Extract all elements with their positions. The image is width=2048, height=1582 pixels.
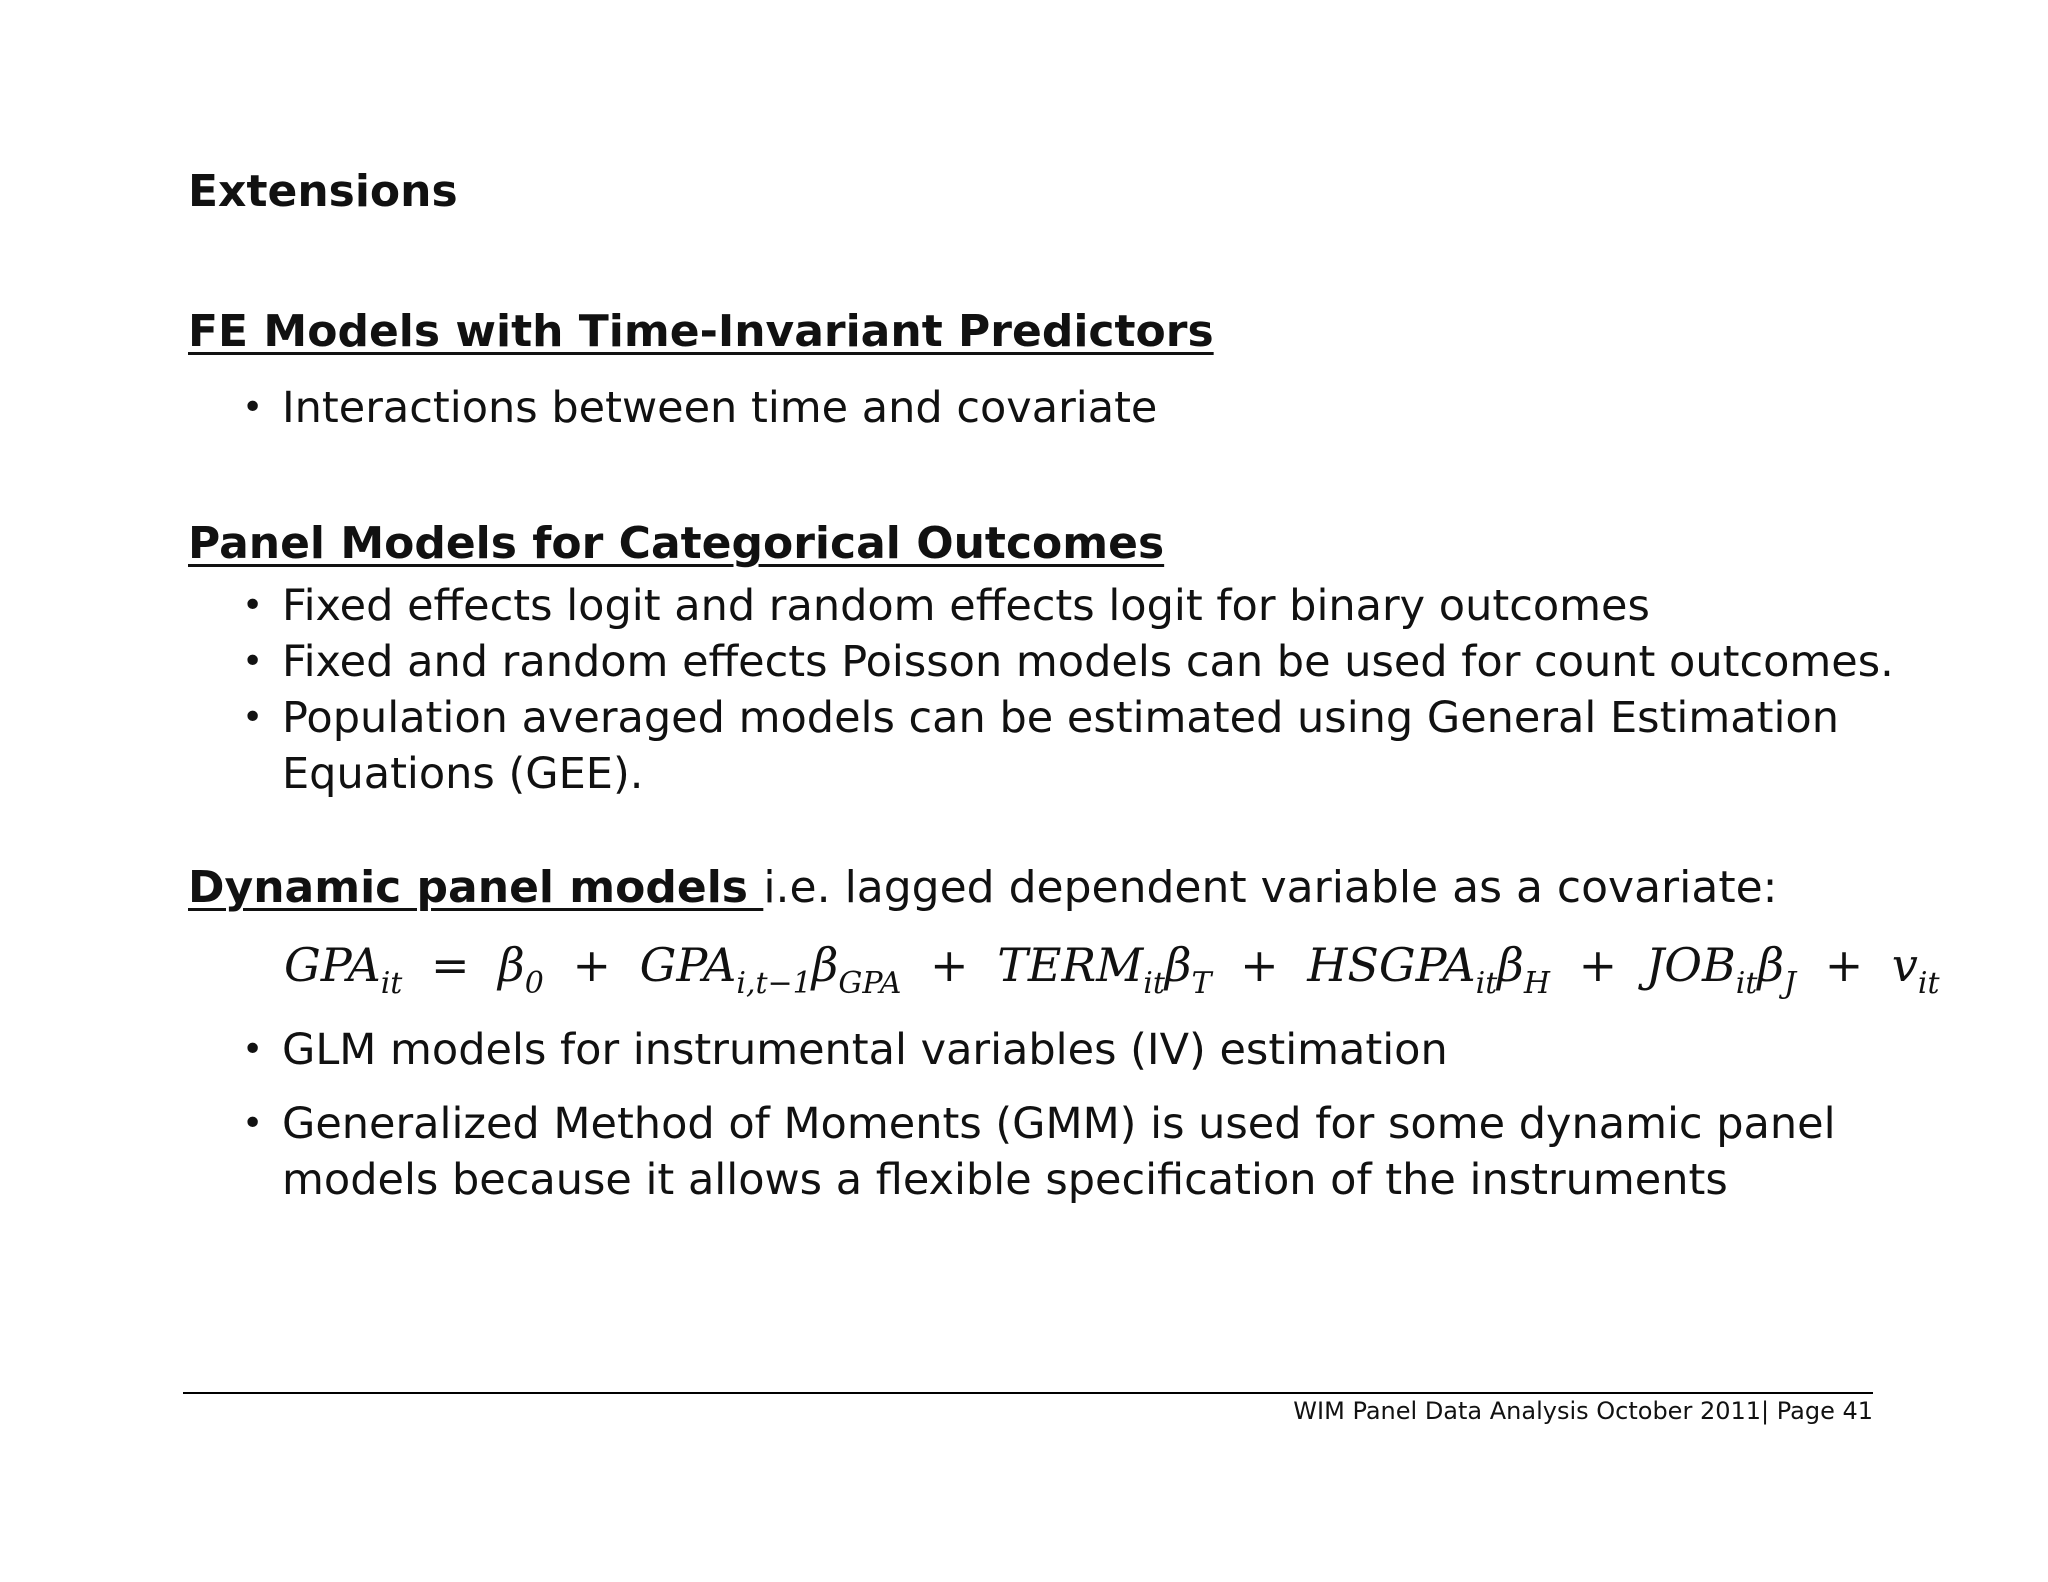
list-item: • Population averaged models can be estimated using General Estimation Equations (GEE). bbox=[244, 690, 1842, 802]
footer-divider bbox=[183, 1392, 1873, 1394]
section-heading-fe-models: FE Models with Time-Invariant Predictors bbox=[188, 306, 1214, 357]
bullet-icon: • bbox=[242, 1103, 264, 1144]
section-heading-categorical-outcomes: Panel Models for Categorical Outcomes bbox=[188, 518, 1165, 569]
list-item: • Generalized Method of Moments (GMM) is used for some dynamic panel models because it allows a flexible specification of the instruments bbox=[244, 1096, 1842, 1208]
dynamic-panel-bullet-list bbox=[244, 1022, 1842, 1208]
fe-models-bullet-list bbox=[244, 380, 1157, 436]
gpa-equation: $GPA_{it} = \beta_0 + GPA_{i,t-1}\beta_{GPA}$ + $TERM_{it}\beta_T$ + $HSGPA_{it}\beta_H + JOB_{it}\beta_J + v_{it}$ bbox=[284, 938, 1940, 1001]
categorical-outcomes-bullet-list bbox=[244, 578, 1894, 802]
list-item: • Interactions between time and covariate bbox=[244, 380, 1157, 436]
list-item: • Fixed effects logit and random effects logit for binary outcomes bbox=[244, 578, 1894, 634]
list-item: • GLM models for instrumental variables (IV) estimation bbox=[244, 1022, 1842, 1078]
list-item: • Fixed and random effects Poisson models can be used for count outcomes. bbox=[244, 634, 1894, 690]
page-title: Extensions bbox=[188, 166, 458, 217]
bullet-icon: • bbox=[242, 697, 264, 738]
dynamic-panel-heading-text: Dynamic panel models bbox=[188, 862, 764, 913]
section-heading-dynamic-panel bbox=[188, 862, 1777, 914]
bullet-icon: • bbox=[242, 585, 264, 626]
bullet-icon: • bbox=[242, 1029, 264, 1070]
dynamic-panel-description: i.e. lagged dependent variable as a covariate: bbox=[763, 862, 1778, 913]
bullet-icon: • bbox=[242, 387, 264, 428]
bullet-icon: • bbox=[242, 641, 264, 682]
page-footer: WIM Panel Data Analysis October 2011| Page 41 bbox=[1293, 1397, 1873, 1425]
